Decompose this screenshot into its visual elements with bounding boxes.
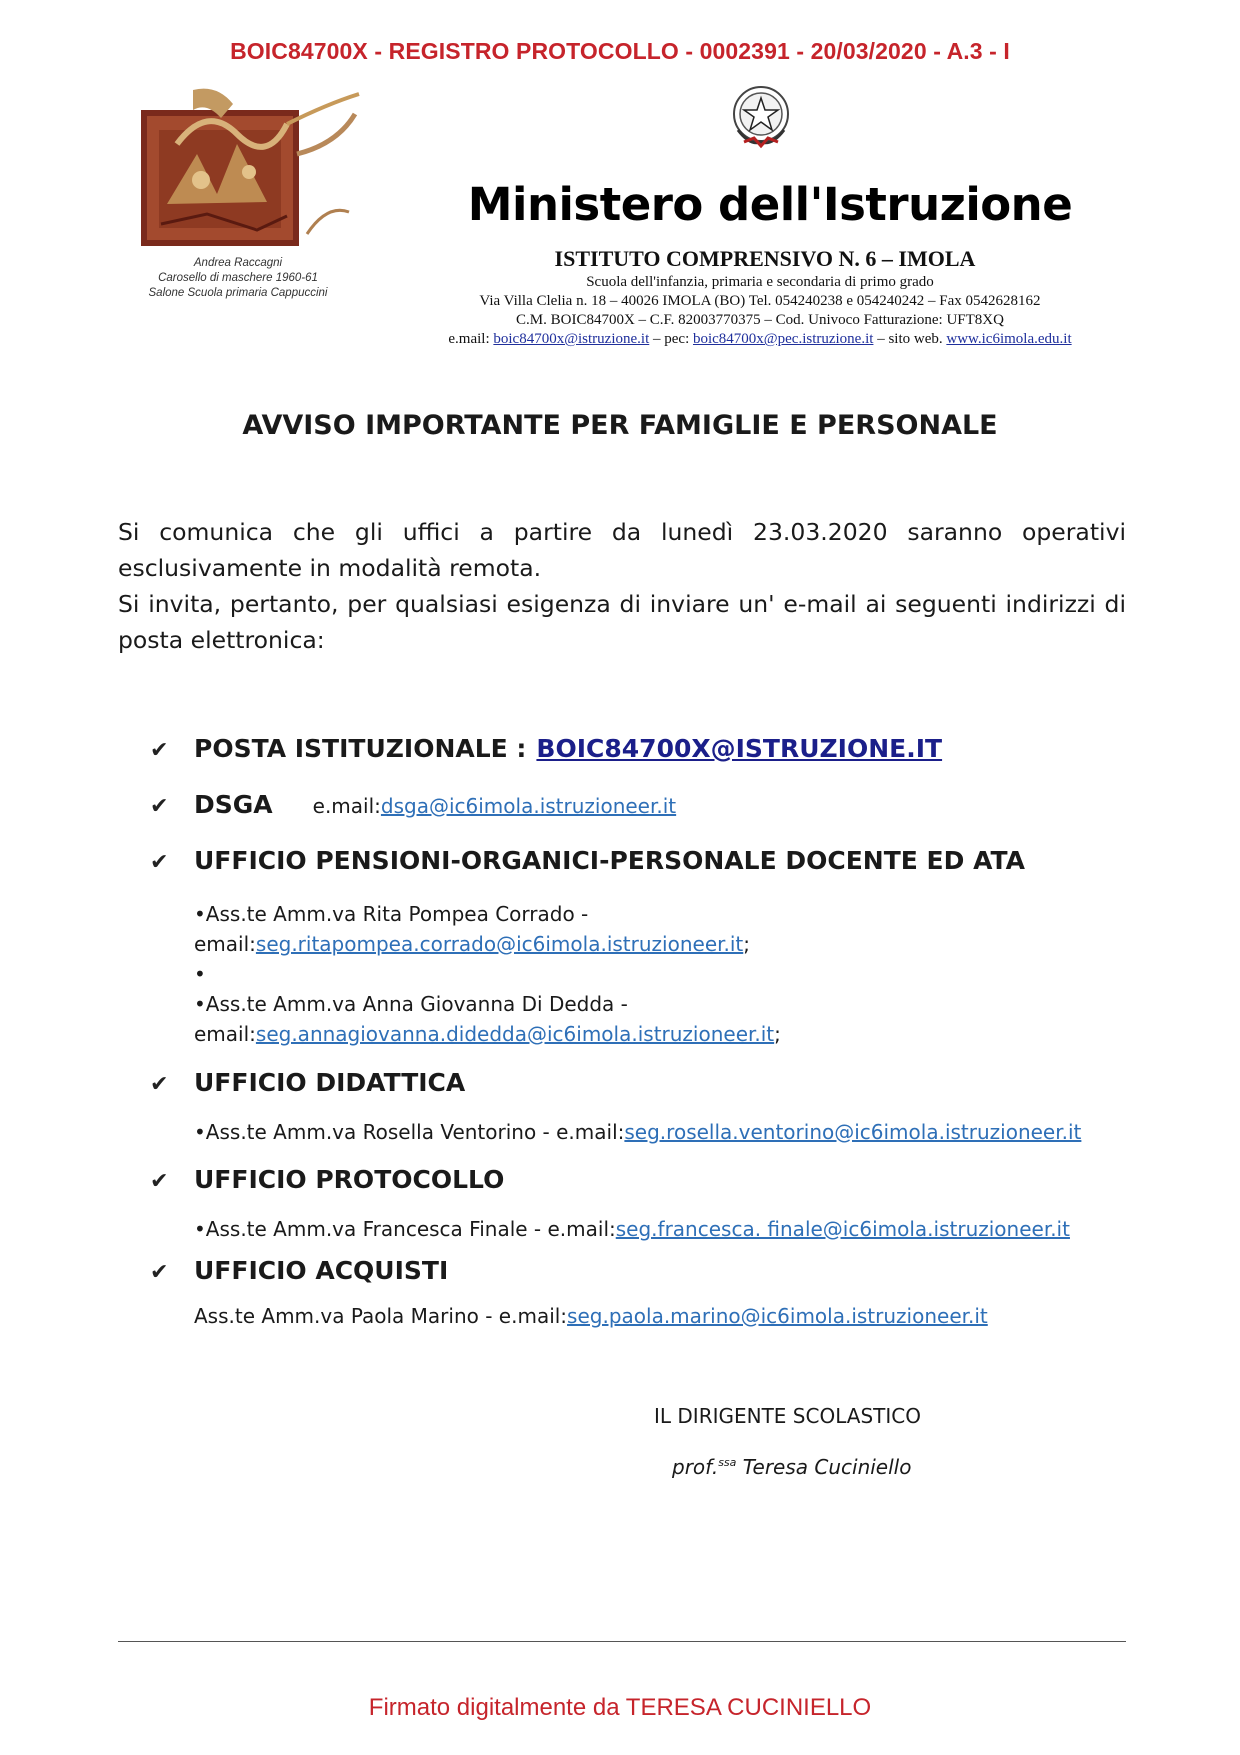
digital-signature-notice: Firmato digitalmente da TERESA CUCINIELLO xyxy=(368,1694,872,1721)
office-didattica xyxy=(150,1068,465,1097)
signature-person: Teresa Cuciniello xyxy=(742,1455,912,1479)
corrado-email-link[interactable]: seg.ritapompea.corrado@ic6imola.istruzioneer.it xyxy=(255,932,744,956)
staff-corrado-email xyxy=(194,932,750,956)
bullet: • xyxy=(194,1120,206,1144)
finale-email-link[interactable]: seg.francesca. finale@ic6imola.istruzioneer.it xyxy=(615,1217,1070,1241)
office-pensioni xyxy=(150,846,1025,875)
school-codes: C.M. BOIC84700X – C.F. 82003770375 – Cod. Univoco Fatturazione: UFT8XQ xyxy=(516,312,1004,328)
staff-name: Ass.te Amm.va Paola Marino - e.mail: xyxy=(194,1304,568,1328)
caption-author: Andrea Raccagni xyxy=(193,257,283,269)
email-label: email: xyxy=(194,1022,256,1046)
suffix: ; xyxy=(743,932,751,956)
signature-role: IL DIRIGENTE SCOLASTICO xyxy=(654,1404,922,1428)
school-address: Via Villa Clelia n. 18 – 40026 IMOLA (BO) Tel. 054240238 e 054240242 – Fax 0542628162 xyxy=(479,293,1041,309)
office-label: UFFICIO DIDATTICA xyxy=(194,1068,466,1097)
notice-paragraph-1: Si comunica che gli uffici a partire da lunedì 23.03.2020 saranno operativi esclusivamente in modalità remota. xyxy=(118,518,1126,582)
staff-finale xyxy=(194,1217,1070,1241)
staff-marino xyxy=(194,1304,988,1328)
staff-corrado-name xyxy=(194,902,588,926)
empty-bullet xyxy=(194,962,206,986)
caption-location: Salone Scuola primaria Cappuccini xyxy=(148,287,328,299)
institute-name: ISTITUTO COMPRENSIVO N. 6 – IMOLA xyxy=(554,246,976,271)
signature-prefix: prof. xyxy=(672,1455,719,1479)
dsga-email-link[interactable]: dsga@ic6imola.istruzioneer.it xyxy=(380,794,677,818)
dsga-email xyxy=(313,794,677,818)
office-label: UFFICIO ACQUISTI xyxy=(194,1256,449,1285)
staff-name: Ass.te Amm.va Anna Giovanna Di Dedda - xyxy=(205,992,628,1016)
staff-didedda-email xyxy=(194,1022,781,1046)
notice-paragraph-2: Si invita, pertanto, per qualsiasi esigenza di inviare un' e-mail ai seguenti indirizzi di posta elettronica: xyxy=(118,590,1126,654)
staff-didedda-name xyxy=(194,992,628,1016)
notice-body xyxy=(118,514,1126,658)
office-acquisti xyxy=(150,1256,448,1285)
painting-caption xyxy=(128,256,348,301)
office-dsga xyxy=(150,790,676,819)
caption-title: Carosello di maschere 1960-61 xyxy=(158,272,318,284)
bullet: • xyxy=(194,1217,206,1241)
bullet: • xyxy=(194,902,206,926)
bullet: • xyxy=(194,962,206,986)
website-link[interactable]: www.ic6imola.edu.it xyxy=(946,331,1072,347)
email-label: e.mail: xyxy=(448,331,494,347)
notice-title: AVVISO IMPORTANTE PER FAMIGLIE E PERSONALE xyxy=(242,410,998,441)
marino-email-link[interactable]: seg.paola.marino@ic6imola.istruzioneer.it xyxy=(567,1304,988,1328)
staff-name: Ass.te Amm.va Rosella Ventorino - e.mail: xyxy=(205,1120,625,1144)
institutional-email-link[interactable]: BOIC84700X@ISTRUZIONE.IT xyxy=(536,734,943,763)
office-protocollo xyxy=(150,1165,504,1194)
signature-prefix-sup: ssa xyxy=(718,1456,737,1469)
italian-republic-emblem-icon xyxy=(730,84,792,150)
email-label: email: xyxy=(194,932,256,956)
office-label: DSGA xyxy=(194,790,273,819)
bullet: • xyxy=(194,992,206,1016)
check-icon: ✔ xyxy=(150,738,169,763)
school-types: Scuola dell'infanzia, primaria e secondaria di primo grado xyxy=(586,274,934,290)
check-icon: ✔ xyxy=(150,1072,169,1097)
check-icon: ✔ xyxy=(150,850,169,875)
staff-name: Ass.te Amm.va Rita Pompea Corrado - xyxy=(205,902,589,926)
check-icon: ✔ xyxy=(150,1169,169,1194)
footer-divider xyxy=(118,1641,1126,1642)
web-label: – sito web. xyxy=(873,331,947,347)
ventorino-email-link[interactable]: seg.rosella.ventorino@ic6imola.istruzioneer.it xyxy=(624,1120,1082,1144)
pec-label: – pec: xyxy=(649,331,693,347)
check-icon: ✔ xyxy=(150,1260,169,1285)
suffix: ; xyxy=(774,1022,781,1046)
protocol-stamp: BOIC84700X - REGISTRO PROTOCOLLO - 0002391 - 20/03/2020 - A.3 - I xyxy=(230,38,1010,64)
didedda-email-link[interactable]: seg.annagiovanna.didedda@ic6imola.istruzioneer.it xyxy=(255,1022,775,1046)
office-label: UFFICIO PROTOCOLLO xyxy=(194,1165,505,1194)
office-posta-istituzionale xyxy=(150,734,942,763)
check-icon: ✔ xyxy=(150,794,169,819)
staff-name: Ass.te Amm.va Francesca Finale - e.mail: xyxy=(205,1217,616,1241)
office-label: UFFICIO PENSIONI-ORGANICI-PERSONALE DOCENTE ED ATA xyxy=(194,846,1025,875)
school-contacts xyxy=(390,331,1130,348)
staff-ventorino xyxy=(194,1120,1081,1144)
painting-logo xyxy=(137,84,365,250)
institutional-email-link[interactable]: boic84700x@istruzione.it xyxy=(493,331,650,347)
signature-name xyxy=(672,1455,911,1479)
pec-email-link[interactable]: boic84700x@pec.istruzione.it xyxy=(692,331,874,347)
ministry-title: Ministero dell'Istruzione xyxy=(467,178,1073,231)
office-label: POSTA ISTITUZIONALE : xyxy=(194,734,527,763)
email-label: e.mail: xyxy=(312,794,381,818)
